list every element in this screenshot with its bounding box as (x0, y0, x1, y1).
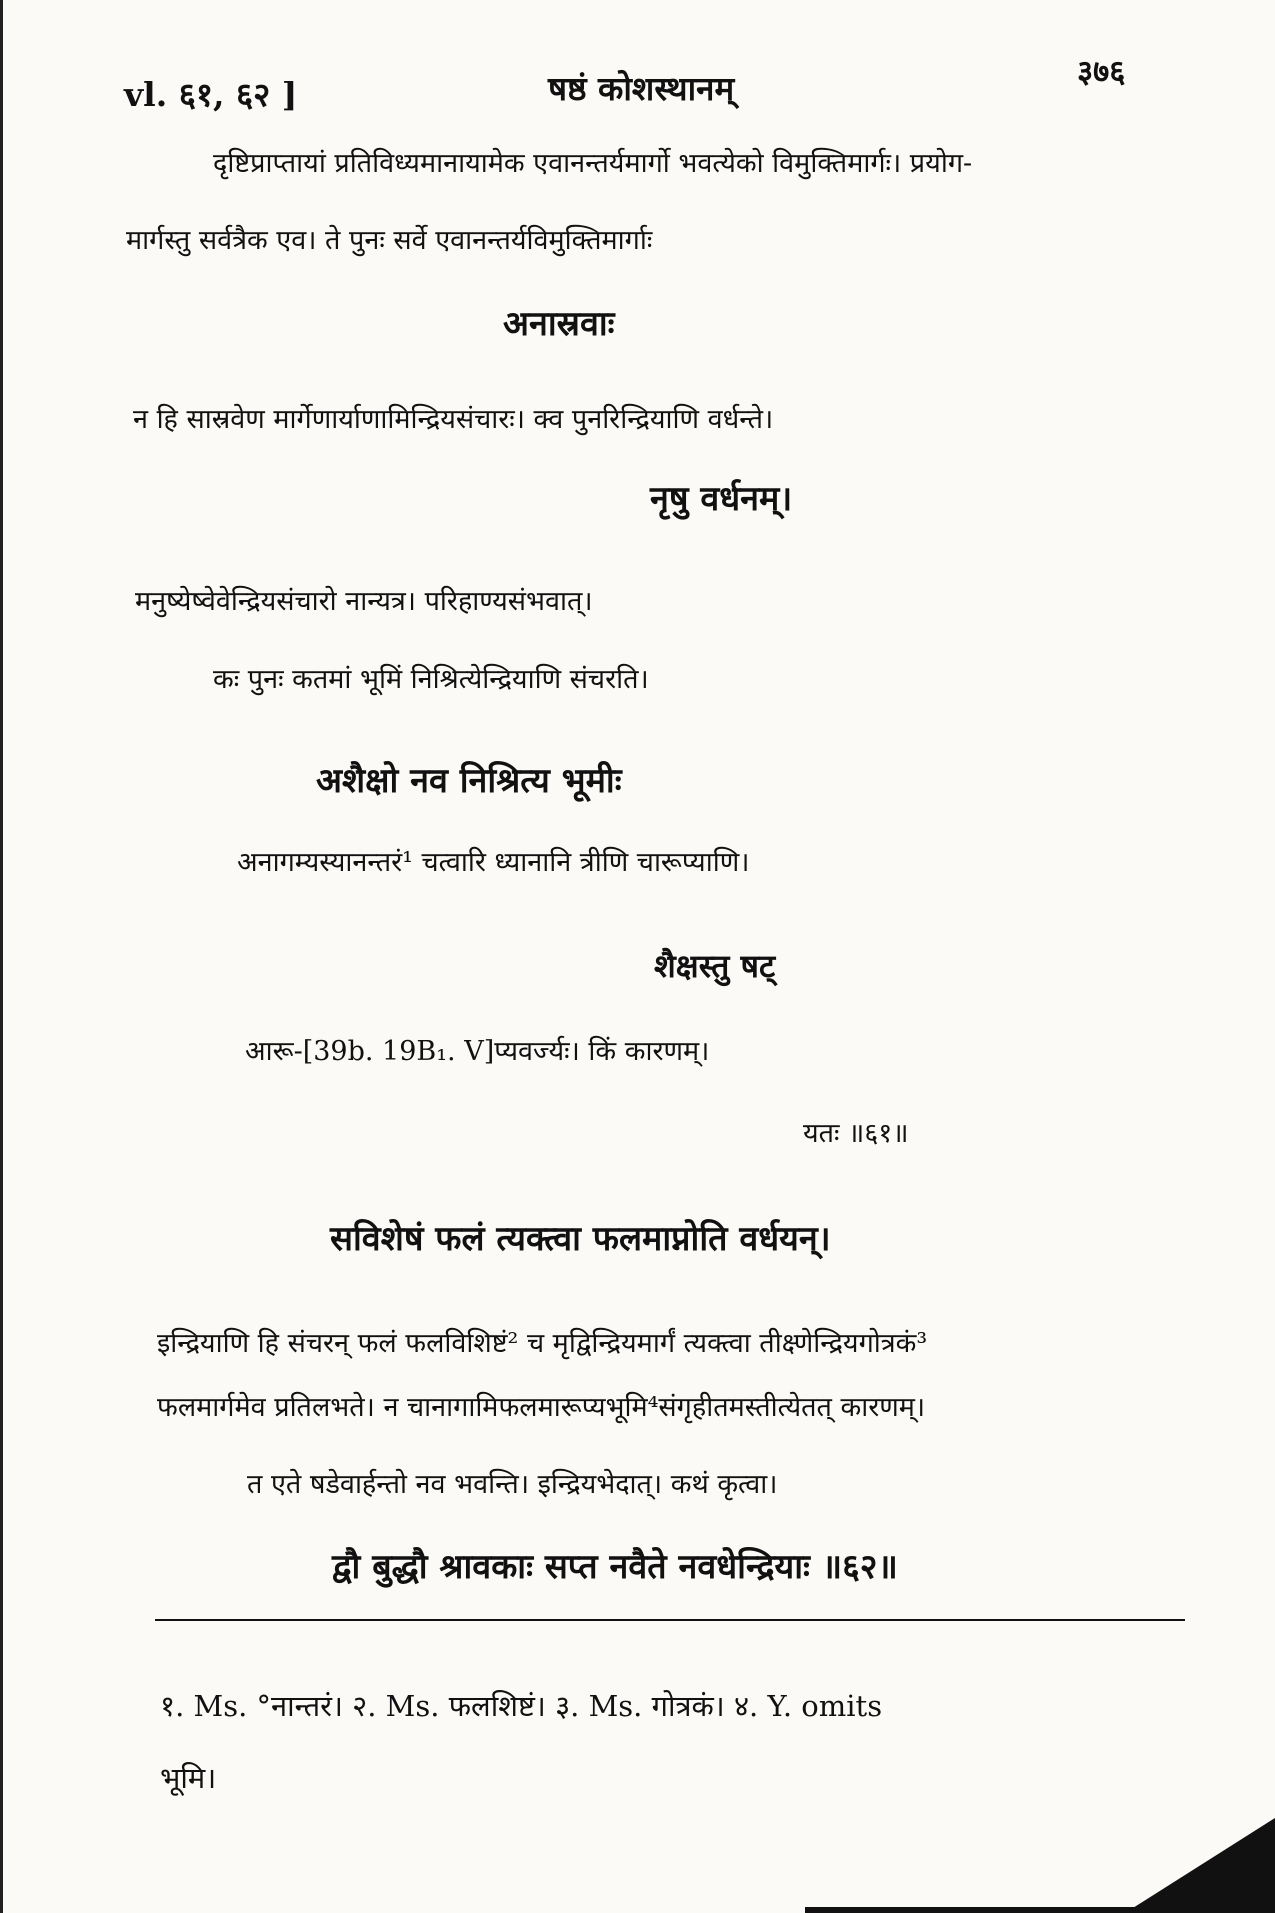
paragraph-1-line-2: मार्गस्तु सर्वत्रैक एव। ते पुनः सर्वे एवानन्तर्यविमुक्तिमार्गाः (126, 225, 653, 256)
verse-shaikshastu-shat: शैक्षस्तु षट् (654, 947, 776, 985)
footnotes-line-1: १. Ms. °नान्तरं। २. Ms. फलशिष्टं। ३. Ms. गोत्रकं। ४. Y. omits (160, 1689, 883, 1723)
verse-dvau-buddhau: द्वौ बुद्धौ श्रावकाः सप्त नवैते नवधेन्द्रियाः ॥६२॥ (332, 1547, 898, 1587)
paragraph-4: कः पुनः कतमां भूमिं निश्रित्येन्द्रियाणि संचरति। (213, 664, 649, 695)
verse-savishesham: सविशेषं फलं त्यक्त्वा फलमाप्नोति वर्धयन्। (330, 1219, 831, 1259)
paragraph-9: त एते षडेवार्हन्तो नव भवन्ति। इन्द्रियभेदात्। कथं कृत्वा। (247, 1469, 778, 1500)
paragraph-8-line-1: इन्द्रियाणि हि संचरन् फलं फलविशिष्टं² च मृद्विन्द्रियमार्गं त्यक्त्वा तीक्ष्णेन्द्रियगोत्रकं³ (157, 1328, 928, 1359)
paragraph-3: मनुष्येष्वेवेन्द्रियसंचारो नान्यत्र। परिहाण्यसंभवात्। (135, 586, 593, 617)
page-corner-shadow (1125, 1818, 1275, 1913)
paragraph-6: आरू-[39b. 19B₁. V]प्यवर्ज्यः। किं कारणम्। (245, 1036, 710, 1067)
paragraph-2: न हि सास्रवेण मार्गेणार्याणामिन्द्रियसंचारः। क्व पुनरिन्द्रियाणि वर्धन्ते। (133, 404, 774, 435)
verse-anasrava: अनास्रवाः (503, 304, 615, 344)
paragraph-1-line-1: दृष्टिप्राप्तायां प्रतिविध्यमानायामेक एवानन्तर्यमार्गो भवत्येको विमुक्तिमार्गः। प्रयोग- (213, 148, 973, 179)
verse-nrshu-vardhanam: नृषु वर्धनम्। (650, 479, 793, 519)
verse-number-61: यतः ॥६१॥ (803, 1118, 909, 1149)
footnotes-line-2: भूमि। (160, 1761, 217, 1795)
page-left-edge (0, 0, 3, 1913)
paragraph-8-line-2: फलमार्गमेव प्रतिलभते। न चानागामिफलमारूप्यभूमि⁴संगृहीतमस्तीत्येतत् कारणम्। (157, 1392, 926, 1423)
section-reference: vl. ६१, ६२ ] (124, 75, 298, 114)
paragraph-5: अनागम्यस्यानन्तरं¹ चत्वारि ध्यानानि त्रीणि चारूप्याणि। (237, 847, 750, 878)
page-number: ३७६ (1077, 54, 1126, 90)
verse-ashaiksho-nava: अशैक्षो नव निश्रित्य भूमीः (316, 761, 622, 801)
footnote-divider (155, 1619, 1185, 1621)
chapter-title: षष्ठं कोशस्थानम् (548, 69, 735, 108)
